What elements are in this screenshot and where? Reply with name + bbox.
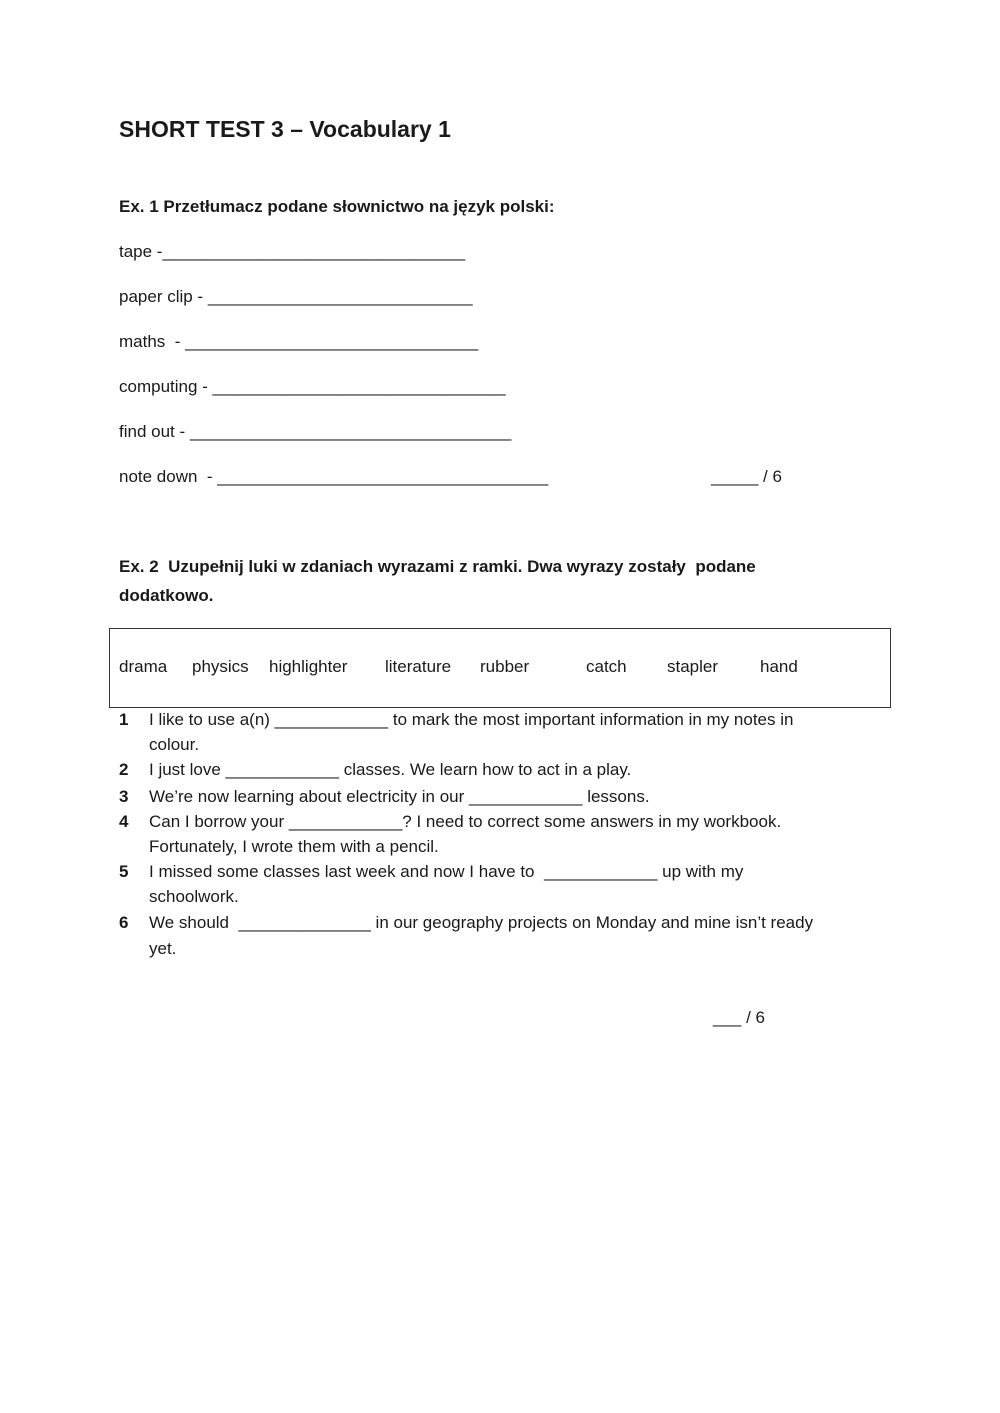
- vocab-item-maths: maths - _______________________________: [119, 332, 479, 351]
- sentence-line: schoolwork.: [149, 887, 239, 906]
- ex2-heading-line1: Ex. 2 Uzupełnij luki w zdaniach wyrazami z ramki. Dwa wyrazy zostały podane: [119, 557, 756, 576]
- vocab-item-find-out: find out - __________________________________: [119, 422, 512, 441]
- word-catch: catch: [586, 657, 627, 676]
- sentence-line: Fortunately, I wrote them with a pencil.: [149, 837, 439, 856]
- word-stapler: stapler: [667, 657, 719, 676]
- vocab-item-note-down: note down - ___________________________________: [119, 467, 549, 486]
- word-highlighter: highlighter: [269, 657, 348, 676]
- ex1-score: _____ / 6: [711, 467, 782, 486]
- sentence-number: 1: [119, 710, 129, 729]
- word-rubber: rubber: [480, 657, 530, 676]
- vocab-item-tape: tape -________________________________: [119, 242, 466, 261]
- sentence-number: 5: [119, 862, 129, 881]
- word-physics: physics: [192, 657, 249, 676]
- sentence-line: colour.: [149, 735, 200, 754]
- sentence-number: 6: [119, 913, 129, 932]
- page-title: SHORT TEST 3 – Vocabulary 1: [119, 116, 451, 142]
- sentence-number: 3: [119, 787, 129, 806]
- word-hand: hand: [760, 657, 798, 676]
- vocab-item-computing: computing - _______________________________: [119, 377, 506, 396]
- sentence-line: I like to use a(n) ____________ to mark the most important information in my notes in: [149, 710, 794, 729]
- sentence-number: 4: [119, 812, 129, 831]
- word-literature: literature: [385, 657, 452, 676]
- sentence-line: Can I borrow your ____________? I need to correct some answers in my workbook.: [149, 812, 782, 831]
- vocab-item-paper-clip: paper clip - ____________________________: [119, 287, 473, 306]
- word-drama: drama: [119, 657, 168, 676]
- sentence-line: yet.: [149, 939, 177, 958]
- sentence-line: I just love ____________ classes. We learn how to act in a play.: [149, 760, 632, 779]
- ex2-score: ___ / 6: [713, 1008, 765, 1027]
- sentence-number: 2: [119, 760, 129, 779]
- ex1-heading: Ex. 1 Przetłumacz podane słownictwo na język polski:: [119, 197, 555, 216]
- sentence-line: I missed some classes last week and now I have to ____________ up with my: [149, 862, 744, 881]
- sentence-line: We’re now learning about electricity in our ____________ lessons.: [149, 787, 650, 806]
- sentence-line: We should ______________ in our geography projects on Monday and mine isn’t ready: [149, 913, 814, 932]
- ex2-heading-line2: dodatkowo.: [119, 586, 214, 605]
